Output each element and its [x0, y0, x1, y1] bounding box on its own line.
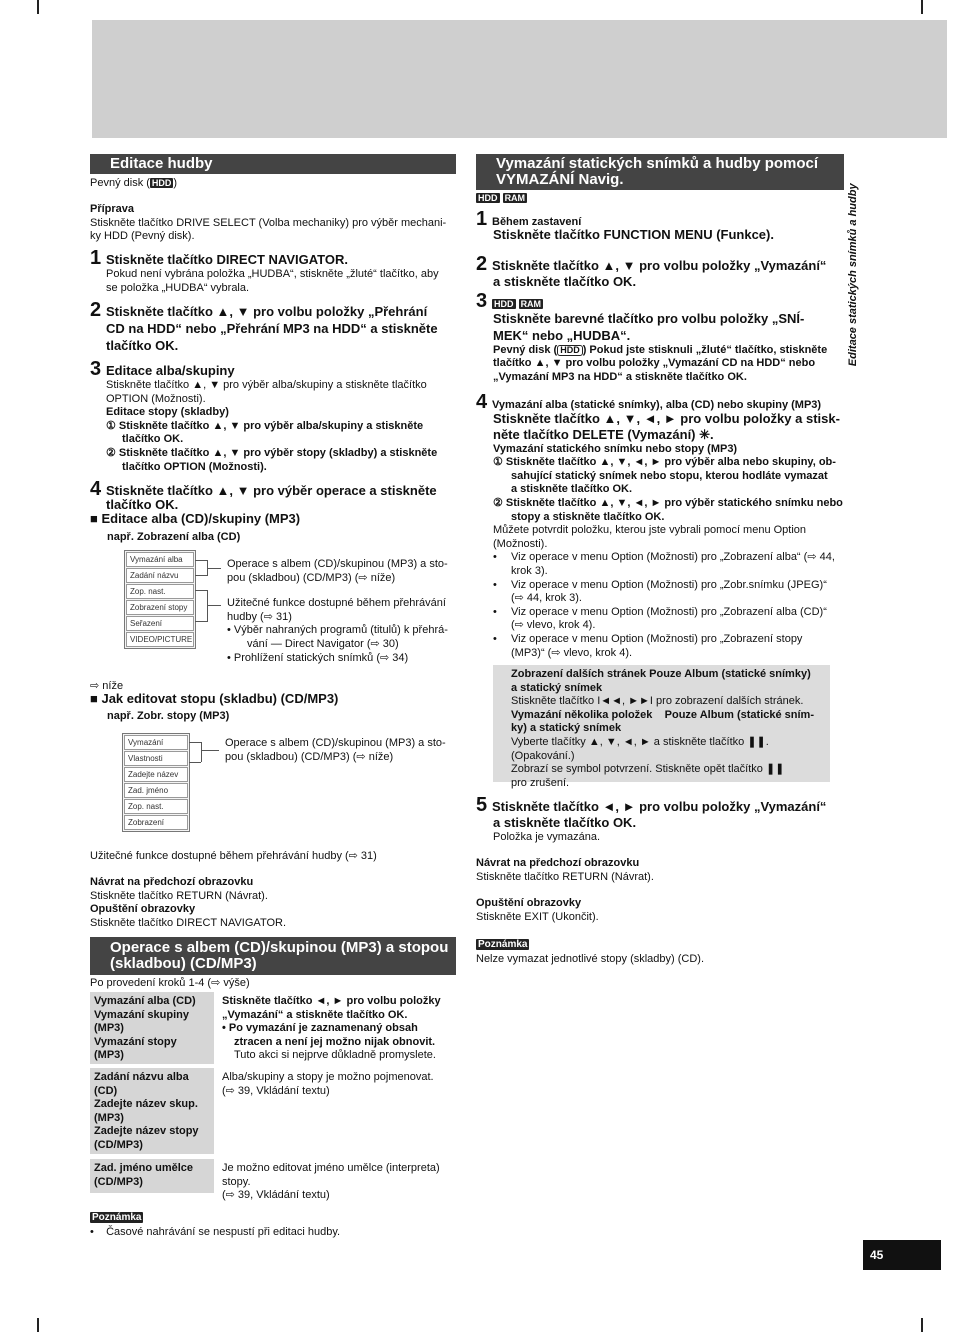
- right-note: [476, 938, 842, 966]
- table-cell-label: [90, 1068, 214, 1154]
- bracket-line: [189, 742, 201, 743]
- below-ref: ⇨ níže: [90, 680, 124, 692]
- side-label-text: Editace statických snímků a hudby: [847, 183, 860, 367]
- step-number: 3: [476, 290, 488, 312]
- header-band: [92, 20, 947, 138]
- step-3: [90, 358, 460, 474]
- bracket-line: [207, 568, 221, 569]
- step-number: 2: [476, 253, 488, 275]
- box-title: ky) a statický snímek: [511, 722, 622, 735]
- right-title-line: VYMAZÁNÍ Navig.: [496, 171, 624, 188]
- exit-text: Stiskněte EXIT (Ukončit).: [476, 910, 599, 923]
- table-row: [90, 1068, 456, 1155]
- cell-line: stopy.: [222, 1175, 251, 1188]
- step-substep: tlačítko OK.: [122, 433, 184, 446]
- r-step-3: 3 HDD RAM Stiskněte barevné tlačítko pro volbu položky „SNÍ- MEK“ nebo „HUDBA“. Pevný disk ( HDD ) Pokud jste stisknuli „žluté“ tlačítko, stiskněte tlačítko ▲, ▼ pro volbu položky „Vymazání CD na HDD“ nebo „Vymazání MP3 na HDD“ a stiskněte tlačítko OK.: [476, 295, 846, 384]
- album-option-menu: [124, 550, 196, 649]
- ram-tag: RAM: [520, 299, 542, 309]
- desc-line: Operace s albem (CD)/skupinou (MP3) a sto-: [225, 737, 446, 749]
- cell-line: (MP3): [94, 1111, 124, 1124]
- cell-line: (CD/MP3): [94, 1175, 143, 1188]
- cell-line: (MP3): [94, 1049, 124, 1062]
- section-title: Editace hudby: [90, 154, 456, 174]
- cell-line: Vymazání alba (CD): [94, 995, 196, 1007]
- hdd-tag: HDD: [557, 345, 583, 356]
- step-title: Stiskněte tlačítko ▲, ▼ pro výběr operace a stiskněte: [106, 483, 437, 498]
- box-text: Stiskněte tlačítko I◄◄, ►►I pro zobrazení dalších stránek.: [511, 695, 804, 708]
- ops-table: [90, 992, 456, 1205]
- box-text: Zobrazí se symbol potvrzení. Stiskněte opět tlačítko ❚❚: [511, 763, 785, 776]
- ops-title-line: (skladbou) (CD/MP3): [110, 955, 257, 972]
- cell-line: Tuto akci si nejprve důkladně promyslete.: [234, 1049, 436, 1062]
- menu-item[interactable]: Vymazání alba: [126, 552, 194, 567]
- cell-line: Vymazání stopy: [94, 1035, 177, 1048]
- cell-line: Alba/skupiny a stopy je možno pojmenovat.: [222, 1071, 434, 1083]
- step-title: MEK“ nebo „HUDBA“.: [493, 327, 631, 343]
- step-1: [90, 247, 460, 295]
- desc-line: pou (skladbou) (CD/MP3) (⇨ níže): [225, 750, 394, 763]
- menu-item[interactable]: Zadejte název: [124, 767, 188, 782]
- list-item: • Viz operace v menu Option (Možnosti) pro „Zobrazení stopy (MP3)“ (⇨ vlevo, krok 4).: [493, 632, 803, 659]
- media-line: Pevný disk ( HDD ): [90, 177, 178, 189]
- album-example: např. Zobrazení alba (CD): [107, 531, 241, 543]
- r-step-1: [476, 208, 846, 243]
- cell-line: Zadejte název skup.: [94, 1098, 198, 1111]
- ops-header: [90, 937, 456, 991]
- exit-text: Stiskněte tlačítko DIRECT NAVIGATOR.: [90, 916, 287, 929]
- step-text: „Vymazání MP3 na HDD“ a stiskněte tlačítko OK.: [493, 370, 747, 383]
- desc-line: hudby (⇨ 31): [227, 610, 292, 623]
- prep-block: [90, 203, 456, 244]
- step-title: Stiskněte tlačítko ▲, ▼, ◄, ► pro volbu položky a stisk-: [493, 410, 840, 426]
- cell-line: Zadání názvu alba: [94, 1071, 189, 1083]
- table-row: [90, 992, 456, 1066]
- step-4: [90, 478, 460, 512]
- crop-mark: [37, 0, 39, 14]
- left-column: [90, 154, 456, 191]
- desc-line: pou (skladbou) (CD/MP3) (⇨ níže): [227, 571, 396, 584]
- menu-item[interactable]: Zop. nast.: [124, 799, 188, 814]
- step-title: Stiskněte tlačítko FUNCTION MENU (Funkce).: [493, 226, 774, 242]
- box-title: Vymazání několika položek: [511, 708, 653, 721]
- step-substep: stopy a stiskněte tlačítko OK.: [511, 510, 665, 523]
- step-title: Stiskněte tlačítko DIRECT NAVIGATOR.: [106, 252, 348, 267]
- menu-item[interactable]: Zobrazení: [124, 815, 188, 830]
- bullet-list: [476, 551, 848, 660]
- r-step-2: [476, 253, 846, 290]
- cell-line: Je možno editovat jméno umělce (interpreta): [222, 1162, 440, 1174]
- hdd-tag: HDD: [494, 299, 514, 309]
- list-item: • Viz operace v menu Option (Možnosti) pro „Zobrazení alba (CD)“ (⇨ vlevo, krok 4).: [493, 605, 827, 632]
- bracket-line: [195, 621, 207, 622]
- box-text: Vyberte tlačítky ▲, ▼, ◄, ► a stiskněte tlačítko ❚❚. (Opakování.): [511, 735, 769, 762]
- cell-line: Zad. jméno umělce: [94, 1162, 194, 1174]
- prep-text: ky HDD (Pevný disk).: [90, 230, 195, 243]
- page-number: 45: [863, 1240, 941, 1270]
- step-title: CD na HDD“ nebo „Přehrání MP3 na HDD“ a stiskněte: [106, 321, 438, 336]
- step-title: a stiskněte tlačítko OK.: [493, 815, 637, 830]
- ops-title: [90, 937, 456, 975]
- bracket-line: [195, 575, 207, 576]
- step-title: Stiskněte tlačítko ▲, ▼ pro volbu položky „Vymazání“: [492, 258, 827, 273]
- desc-line: Užitečné funkce dostupné během přehrávání: [227, 597, 446, 610]
- step-substep: sahující statický snímek nebo stopu, kterou hodláte vymazat: [511, 469, 828, 482]
- step-text: Pokud není vybrána položka „HUDBA“, stiskněte „žluté“ tlačítko, aby: [106, 268, 439, 280]
- cell-line: Vymazání skupiny: [94, 1008, 189, 1021]
- bracket-line: [207, 590, 208, 622]
- step-text: se položka „HUDBA“ vybrala.: [106, 281, 250, 294]
- right-return-block: [476, 857, 842, 924]
- album-menu-desc: [227, 558, 462, 665]
- ops-title-line: Operace s albem (CD)/skupinou (MP3) a stopou: [110, 939, 449, 956]
- bracket-line: [195, 560, 207, 561]
- box-title: a statický snímek: [511, 681, 603, 694]
- hdd-tag: HDD: [151, 178, 172, 188]
- return-text: Stiskněte tlačítko RETURN (Návrat).: [476, 870, 654, 883]
- step-text: tlačítko ▲, ▼ pro volbu položky „Vymazání CD na HDD“ nebo: [493, 357, 816, 370]
- step-substep: ① Stiskněte tlačítko ▲, ▼, ◄, ► pro výběr alba nebo skupiny, ob-: [493, 456, 836, 469]
- ops-after: Po provedení kroků 1-4 (⇨ výše): [90, 977, 250, 989]
- menu-item[interactable]: Vymazání: [124, 735, 188, 750]
- step-number: 3: [90, 358, 102, 380]
- step-substep: ① Stiskněte tlačítko ▲, ▼ pro výběr alba/skupiny a stiskněte: [106, 419, 424, 432]
- track-example: např. Zobr. stopy (MP3): [107, 710, 230, 722]
- menu-item[interactable]: Zad. jméno: [124, 783, 188, 798]
- menu-item[interactable]: Seřazení: [126, 616, 194, 631]
- useful-functions: Užitečné funkce dostupné během přehrávání hudby (⇨ 31): [90, 850, 377, 862]
- hdd-tag: HDD: [478, 193, 498, 203]
- bracket-line: [207, 605, 221, 606]
- step-title: něte tlačítko DELETE (Vymazání) ✳.: [493, 426, 714, 442]
- step-title: Stiskněte barevné tlačítko pro volbu položky „SNÍ-: [493, 310, 805, 326]
- menu-item[interactable]: Zop. nast.: [126, 584, 194, 599]
- right-title-line: Vymazání statických snímků a hudby pomocí: [496, 155, 819, 172]
- step-number: 4: [476, 391, 488, 413]
- track-menu-desc: [225, 737, 460, 764]
- table-cell-label: [90, 992, 214, 1064]
- box-text: pro zrušení.: [511, 776, 570, 789]
- crop-mark: [37, 1318, 39, 1332]
- bracket-line: [189, 762, 201, 763]
- bracket-line: [201, 750, 219, 751]
- return-title: Návrat na předchozí obrazovku: [90, 876, 254, 888]
- step-substep: tlačítko OPTION (Možnosti).: [122, 460, 267, 473]
- cell-line: Stiskněte tlačítko ◄, ► pro volbu položky: [222, 995, 441, 1007]
- r-step-4: [476, 391, 848, 660]
- desc-line: • Výběr nahraných programů (titulů) k přehrá-: [227, 624, 448, 637]
- prep-title: Příprava: [90, 203, 135, 215]
- step-text: Stiskněte tlačítko ▲, ▼ pro výběr alba/skupiny a stiskněte tlačítko: [106, 379, 427, 391]
- album-heading: ■ Editace alba (CD)/skupiny (MP3): [90, 511, 301, 526]
- cell-line: (⇨ 39, Vkládání textu): [222, 1084, 330, 1097]
- list-item: • Viz operace v menu Option (Možnosti) pro „Zobrazení alba“ (⇨ 44, krok 3).: [493, 551, 835, 577]
- box-title: Zobrazení dalších stránek Pouze Album (statické snímky): [511, 668, 811, 680]
- crop-mark: [921, 0, 923, 14]
- step-number: 1: [476, 208, 488, 230]
- left-return-block: [90, 876, 456, 930]
- r-step-5: [476, 794, 846, 845]
- table-cell-desc: [220, 1068, 456, 1101]
- step-title: tlačítko OK.: [106, 338, 179, 353]
- menu-item[interactable]: Zobrazení stopy: [126, 600, 194, 615]
- step-pre: Během zastavení: [492, 216, 582, 228]
- step-title: a stiskněte tlačítko OK.: [493, 274, 637, 289]
- step-subtitle: Editace stopy (skladby): [106, 406, 229, 419]
- menu-item[interactable]: VIDEO/PICTURE: [126, 632, 194, 647]
- cell-line: (CD/MP3): [94, 1138, 143, 1151]
- bracket-line: [201, 742, 202, 762]
- step-number: 5: [476, 794, 488, 816]
- list-item: • Viz operace v menu Option (Možnosti) pro „Zobr.snímku (JPEG)“ (⇨ 44, krok 3).: [493, 578, 827, 605]
- left-note: Poznámka • Časové nahrávání se nespustí při editaci hudby.: [90, 1212, 341, 1238]
- step-title: tlačítko OK.: [106, 497, 179, 512]
- step-text: Můžete potvrdit položku, kterou jste vybrali pomocí menu Option: [493, 524, 807, 537]
- step-text: Položka je vymazána.: [493, 831, 600, 843]
- step-substep: a stiskněte tlačítko OK.: [511, 483, 633, 496]
- step-text: OPTION (Možnosti).: [106, 392, 206, 405]
- return-title: Návrat na předchozí obrazovku: [476, 857, 640, 869]
- box-title: Pouze Album (statické sním-: [664, 708, 814, 721]
- table-cell-desc: [220, 1159, 456, 1206]
- menu-item[interactable]: Zadání názvu: [126, 568, 194, 583]
- info-box: [493, 665, 830, 789]
- cell-line: „Vymazání“ a stiskněte tlačítko OK.: [222, 1008, 408, 1021]
- cell-line: • Po vymazání je zaznamenaný obsah: [222, 1022, 418, 1035]
- cell-line: Zadejte název stopy: [94, 1125, 199, 1138]
- cell-line: (⇨ 39, Vkládání textu): [222, 1189, 330, 1202]
- step-pre: Vymazání alba (statické snímky), alba (CD) nebo skupiny (MP3): [492, 399, 822, 411]
- note-tag: Poznámka: [478, 939, 528, 950]
- cell-line: (CD): [94, 1084, 118, 1097]
- exit-title: Opuštění obrazovky: [90, 903, 196, 916]
- step-number: 2: [90, 299, 102, 321]
- menu-item[interactable]: Vlastnosti: [124, 751, 188, 766]
- step-substep: ② Stiskněte tlačítko ▲, ▼, ◄, ► pro výběr statického snímku nebo: [493, 496, 843, 509]
- prep-text: Stiskněte tlačítko DRIVE SELECT (Volba mechaniky) pro výběr mechani-: [90, 216, 447, 229]
- step-subtitle: Vymazání statického snímku nebo stopy (MP3): [493, 442, 738, 455]
- step-2: [90, 299, 460, 354]
- crop-mark: [921, 1318, 923, 1332]
- right-header: [476, 154, 844, 206]
- cell-line: ztracen a není jej možno nijak obnovit.: [234, 1035, 436, 1048]
- step-number: 4: [90, 478, 102, 500]
- step-title: Editace alba/skupiny: [106, 363, 235, 378]
- desc-line: vání — Direct Navigator (⇨ 30): [247, 637, 399, 650]
- return-text: Stiskněte tlačítko RETURN (Návrat).: [90, 889, 268, 902]
- note-text: Časové nahrávání se nespustí při editaci hudby.: [106, 1225, 341, 1238]
- right-title: [476, 154, 844, 190]
- note-text: Nelze vymazat jednotlivé stopy (skladby) (CD).: [476, 952, 705, 965]
- track-option-menu: [122, 733, 190, 832]
- bracket-line: [195, 590, 207, 591]
- ram-tag: RAM: [504, 193, 526, 203]
- step-substep: ② Stiskněte tlačítko ▲, ▼ pro výběr stopy (skladby) a stiskněte: [106, 446, 438, 459]
- exit-title: Opuštění obrazovky: [476, 897, 582, 910]
- note-tag: Poznámka: [92, 1212, 142, 1223]
- cell-line: (MP3): [94, 1022, 124, 1035]
- step-number: 1: [90, 247, 102, 269]
- table-row: [90, 1159, 456, 1205]
- table-cell-desc: [220, 992, 456, 1066]
- step-title: Stiskněte tlačítko ◄, ► pro volbu položky „Vymazání“: [492, 799, 827, 814]
- table-cell-label: [90, 1159, 214, 1193]
- step-text: (Možnosti).: [493, 537, 548, 550]
- desc-line: • Prohlížení statických snímků (⇨ 34): [227, 651, 409, 664]
- side-label: [847, 180, 861, 370]
- step-title: Stiskněte tlačítko ▲, ▼ pro volbu položky „Přehrání: [106, 304, 428, 319]
- track-heading: ■ Jak editovat stopu (skladbu) (CD/MP3): [90, 691, 339, 706]
- desc-line: Operace s albem (CD)/skupinou (MP3) a sto-: [227, 558, 448, 570]
